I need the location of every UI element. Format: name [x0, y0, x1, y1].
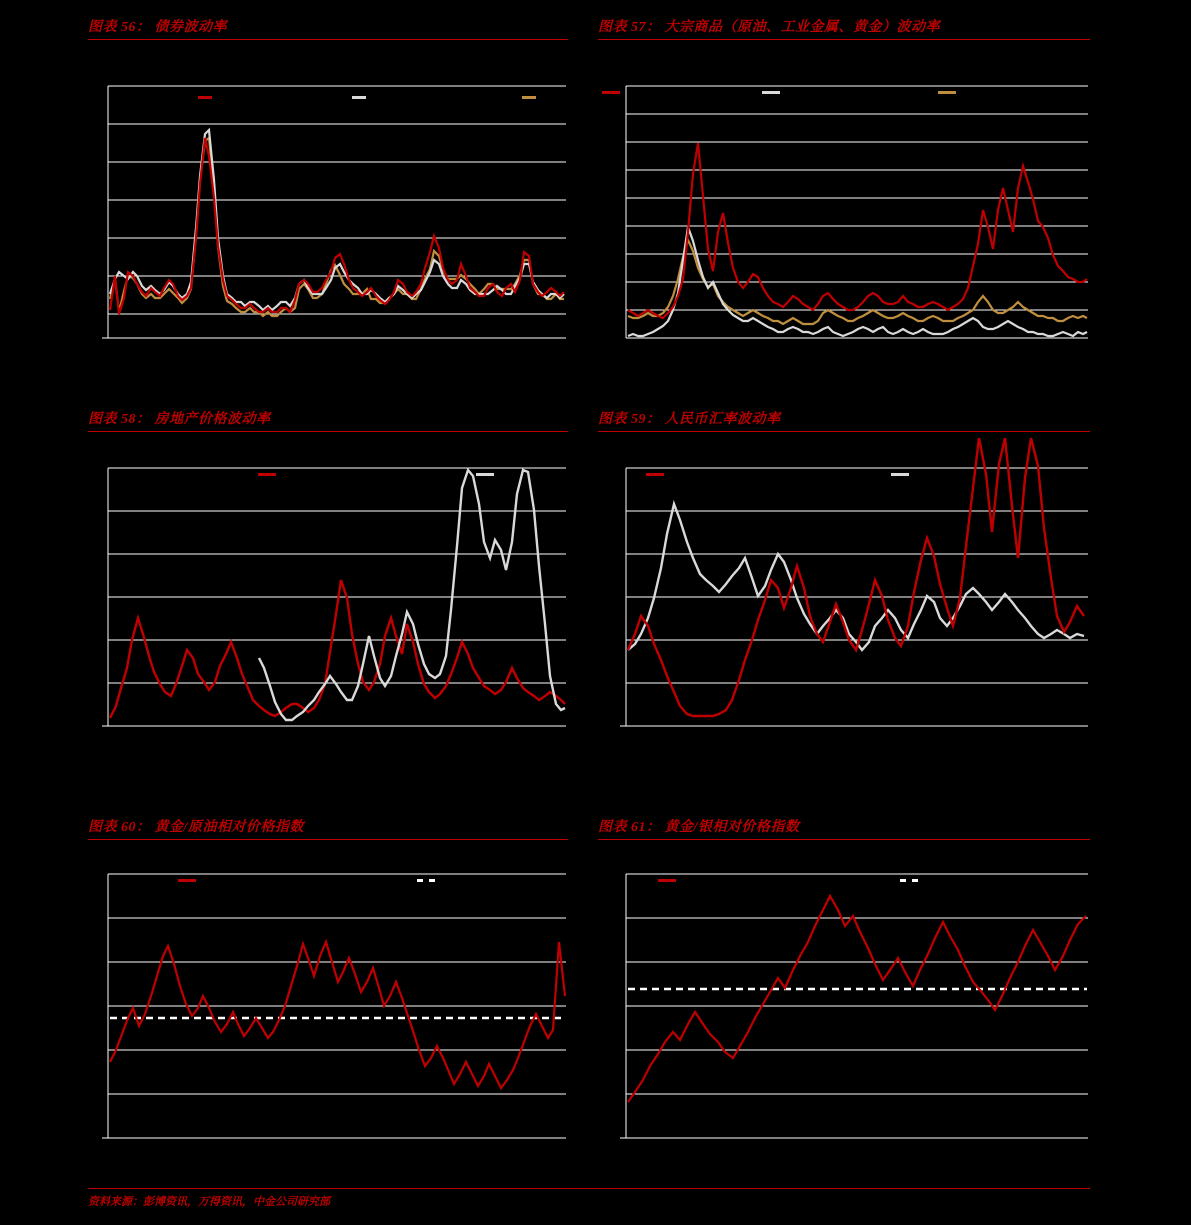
panel-chart59 — [598, 408, 1090, 758]
title-divider — [88, 39, 568, 40]
gridlines — [108, 874, 566, 1138]
panel-title-chart59: 图表 59： 人民币汇率波动率 — [598, 412, 781, 427]
footer-divider — [88, 1188, 1090, 1189]
panel-title-chart61: 图表 61： 黄金/银相对价格指数 — [598, 820, 800, 835]
footer — [88, 1188, 1090, 1209]
plot-chart61 — [598, 846, 1090, 1166]
series-us-treasury — [110, 130, 564, 310]
series-offshore-cny — [628, 504, 1084, 650]
panel-chart61 — [598, 816, 1090, 1166]
panel-title-chart57: 图表 57： 大宗商品（原油、工业金属、黄金）波动率 — [598, 20, 940, 35]
plot-chart56 — [88, 46, 568, 356]
plot-chart59 — [598, 438, 1090, 758]
title-divider — [88, 839, 568, 840]
panel-chart60 — [88, 816, 568, 1166]
panel-title-chart58: 图表 58： 房地产价格波动率 — [88, 412, 271, 427]
panel-chart57 — [598, 16, 1090, 356]
panel-title-chart60: 图表 60： 黄金/原油相对价格指数 — [88, 820, 304, 835]
plot-chart57 — [598, 46, 1090, 356]
chart57-svg — [598, 46, 1090, 356]
chart58-svg — [88, 438, 568, 758]
series-crude-oil — [628, 143, 1087, 318]
chart59-svg — [598, 438, 1090, 758]
chart56-svg — [88, 46, 568, 356]
series-onshore-cny — [628, 438, 1084, 716]
gridlines — [626, 86, 1088, 338]
chart60-svg — [88, 846, 568, 1166]
title-divider — [598, 839, 1090, 840]
series-gold-silver — [628, 896, 1086, 1102]
series-china-property — [110, 580, 565, 718]
panel-title-chart56: 图表 56： 债券波动率 — [88, 20, 227, 35]
title-divider — [88, 431, 568, 432]
title-divider — [598, 431, 1090, 432]
panel-chart58 — [88, 408, 568, 758]
panel-chart56 — [88, 16, 568, 356]
gridlines — [626, 468, 1088, 726]
source-note: 资料来源：彭博资讯，万得资讯，中金公司研究部 — [88, 1196, 330, 1208]
plot-chart58 — [88, 438, 568, 758]
series-gold-oil — [110, 942, 565, 1088]
chart61-svg — [598, 846, 1090, 1166]
gridlines — [626, 874, 1088, 1138]
title-divider — [598, 39, 1090, 40]
series-china-bond — [110, 138, 564, 314]
plot-chart60 — [88, 846, 568, 1166]
gridlines — [108, 86, 566, 338]
